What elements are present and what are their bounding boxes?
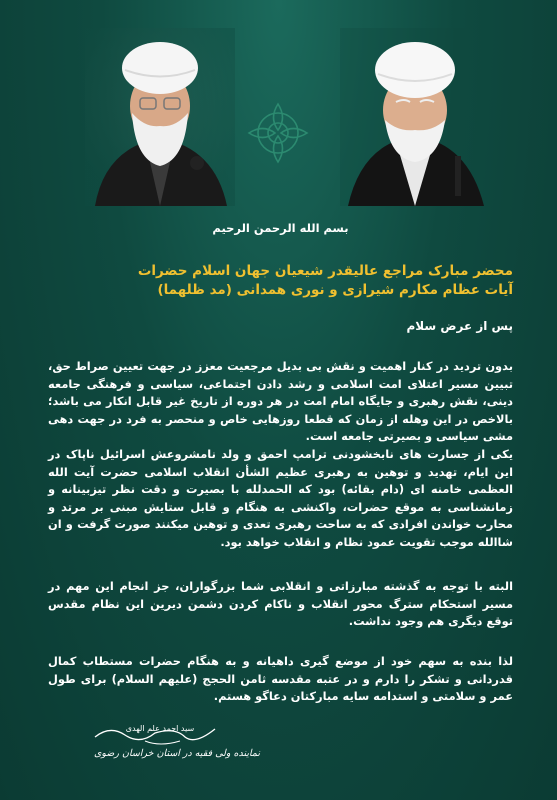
cleric-portrait-right-icon	[340, 28, 490, 206]
header-photos	[0, 0, 557, 215]
paragraph-1b-text: یکی از جسارت های نابخشودنی ترامپ احمق و ولد نامشروعش اسرائیل ناپاک در این ایام، تهدید و توهین به رهبری عظیم الشأن انقلاب اسلامی حضرت آیت الله العظمی خامنه ای (دام بقائه) بود که الحمدلله با بصیرت و دقت نظر تیزبینانه و زمانشناسی به موقع حضرات، واکنشی به هنگام و قابل ستایش مبنی بر مرتد و محارب خواندن افرادی که به ساحت رهبری تعدی و توهین میکنند صورت گرفت و ان شاالله موجب تقویت عمود نظام و انقلاب خواهد بود.	[48, 446, 513, 549]
addressee	[48, 262, 513, 300]
cleric-portrait-left-icon	[85, 28, 235, 206]
addressee-line-1: محضر مبارک مراجع عالیقدر شیعیان جهان اسلام حضرات	[137, 263, 513, 279]
addressee-line-2: آیات عظام مکارم شیرازی و نوری همدانی (مد ظلهما)	[157, 282, 513, 298]
green-ornament-icon	[245, 100, 311, 166]
signature-name: سید احمد علم الهدی	[125, 724, 195, 733]
paragraph-3: لذا بنده به سهم خود از موضع گیری داهیانه و به هنگام حضرات مستطاب کمال قدردانی و تشکر را دارم و در عتبه مقدسه ثامن الحجج (علیهم السلام) برای طول عمر و سلامتی و استدامه سایه مبارکتان دعاگو هستم.	[48, 654, 513, 704]
paragraph-1	[48, 358, 513, 552]
signature-title: نماینده ولی فقیه در استان خراسان رضوی	[93, 748, 261, 759]
paragraph-2: البته با توجه به گذشته مبارزاتی و انقلابی شما بزرگواران، جز انجام این مهم در مسیر استحکام سترگ محور انقلاب و ناکام کردن دشمن دیرین این نظام مقدس توقع دیگری هم وجود نداشت.	[48, 579, 513, 629]
greeting: پس از عرض سلام	[406, 319, 513, 333]
basmala: بسم الله الرحمن الرحیم	[212, 221, 349, 235]
paragraph-1-text: بدون تردید در کنار اهمیت و نقش بی بدیل مرجعیت معزز در جهت تعیین صراط حق، تبیین مسیر اعتلای امت اسلامی و رشد دادن اجتماعی، سیاسی و فرهنگی جامعه دینی، نقش رهبری و جایگاه امام امت در هر دوره از تاریخ غیر قابل انکار می باشد؛ بالاخص در این وهله از زمان که قطعا روزهایی خاص و منحصر به فرد در جهت دهی مشی سیاسی و بصیرتی جامعه است.	[48, 359, 513, 444]
